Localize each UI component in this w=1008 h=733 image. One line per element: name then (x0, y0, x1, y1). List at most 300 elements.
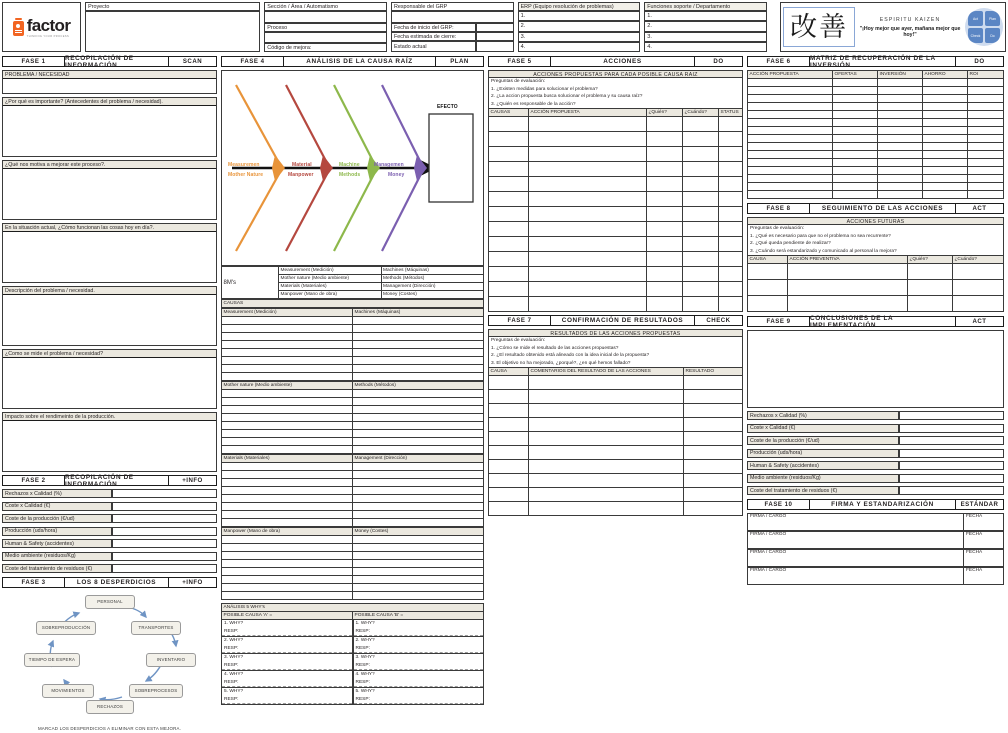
table-row[interactable] (489, 222, 743, 237)
cause-cell-left[interactable] (222, 463, 353, 471)
metric-value-input[interactable] (899, 461, 1004, 470)
table-cell[interactable] (489, 252, 529, 267)
cause-cell-right[interactable] (353, 357, 484, 365)
table-cell[interactable] (529, 446, 684, 460)
table-row[interactable] (222, 576, 484, 584)
table-cell[interactable] (684, 488, 743, 502)
cause-cell-left[interactable] (222, 357, 353, 365)
table-cell[interactable] (719, 267, 743, 282)
cause-cell-right[interactable] (353, 568, 484, 576)
table-cell[interactable] (923, 167, 968, 175)
table-cell[interactable] (683, 162, 719, 177)
cause-cell-left[interactable] (222, 536, 353, 544)
cause-cell-left[interactable] (222, 487, 353, 495)
table-row[interactable] (748, 79, 1004, 87)
fase1-answer-area[interactable] (3, 295, 216, 345)
table-cell[interactable] (719, 252, 743, 267)
table-cell[interactable] (647, 282, 683, 297)
current-state-value[interactable] (476, 41, 514, 52)
cause-cell-right[interactable] (353, 471, 484, 479)
cause-cell-right[interactable] (353, 414, 484, 422)
fase1-answer-area[interactable] (3, 106, 216, 156)
table-cell[interactable] (489, 222, 529, 237)
table-cell[interactable] (684, 390, 743, 404)
why-answer-b[interactable]: RESP: (354, 645, 484, 653)
table-cell[interactable] (684, 502, 743, 516)
cause-cell-right[interactable] (353, 584, 484, 592)
cause-cell-left[interactable] (222, 503, 353, 511)
table-cell[interactable] (683, 177, 719, 192)
table-cell[interactable] (833, 183, 878, 191)
table-cell[interactable] (953, 280, 1004, 296)
table-cell[interactable] (683, 132, 719, 147)
process-value[interactable] (264, 32, 387, 43)
table-cell[interactable] (529, 237, 647, 252)
table-cell[interactable] (953, 296, 1004, 312)
why-cell-b[interactable] (353, 620, 485, 637)
table-row[interactable] (222, 317, 484, 325)
table-cell[interactable] (647, 192, 683, 207)
cause-cell-left[interactable] (222, 568, 353, 576)
why-cell-b[interactable] (353, 688, 485, 705)
table-cell[interactable] (923, 159, 968, 167)
why-answer-a[interactable]: RESP: (222, 645, 352, 653)
cause-cell-right[interactable] (353, 333, 484, 341)
table-cell[interactable] (833, 87, 878, 95)
table-cell[interactable] (647, 177, 683, 192)
table-cell[interactable] (489, 502, 529, 516)
table-row[interactable] (489, 502, 743, 516)
table-row[interactable] (222, 479, 484, 487)
waste-node-transportes[interactable]: TRANSPORTES (131, 621, 181, 635)
table-row[interactable] (748, 111, 1004, 119)
table-cell[interactable] (683, 237, 719, 252)
cause-cell-right[interactable] (353, 511, 484, 519)
metric-value-input[interactable] (112, 514, 217, 523)
cause-cell-right[interactable] (353, 398, 484, 406)
table-cell[interactable] (748, 296, 788, 312)
table-cell[interactable] (684, 474, 743, 488)
cause-cell-left[interactable] (222, 333, 353, 341)
table-cell[interactable] (878, 87, 923, 95)
table-row[interactable] (222, 511, 484, 519)
table-row[interactable] (489, 252, 743, 267)
table-cell[interactable] (683, 267, 719, 282)
signature-row[interactable] (747, 513, 1004, 531)
table-cell[interactable] (788, 280, 908, 296)
cause-cell-left[interactable] (222, 406, 353, 414)
table-row[interactable] (748, 95, 1004, 103)
support-row-3[interactable]: 3. (644, 32, 767, 42)
table-cell[interactable] (878, 135, 923, 143)
table-row[interactable] (748, 159, 1004, 167)
table-cell[interactable] (489, 147, 529, 162)
why-cell-a[interactable] (221, 688, 353, 705)
table-cell[interactable] (489, 404, 529, 418)
table-cell[interactable] (748, 103, 833, 111)
table-cell[interactable] (878, 111, 923, 119)
table-cell[interactable] (748, 111, 833, 119)
table-row[interactable] (222, 398, 484, 406)
table-cell[interactable] (489, 460, 529, 474)
table-cell[interactable] (489, 432, 529, 446)
table-row[interactable] (489, 267, 743, 282)
table-row[interactable] (748, 151, 1004, 159)
signature-row[interactable] (747, 549, 1004, 567)
cause-cell-right[interactable] (353, 495, 484, 503)
table-cell[interactable] (923, 175, 968, 183)
table-cell[interactable] (748, 87, 833, 95)
table-cell[interactable] (719, 147, 743, 162)
table-cell[interactable] (529, 502, 684, 516)
table-cell[interactable] (529, 418, 684, 432)
table-cell[interactable] (684, 460, 743, 474)
table-cell[interactable] (719, 237, 743, 252)
metric-value-input[interactable] (899, 486, 1004, 495)
why-answer-b[interactable]: RESP: (354, 662, 484, 670)
table-cell[interactable] (489, 446, 529, 460)
table-cell[interactable] (833, 159, 878, 167)
table-cell[interactable] (833, 135, 878, 143)
table-cell[interactable] (968, 135, 1004, 143)
table-cell[interactable] (647, 147, 683, 162)
table-row[interactable] (748, 264, 1004, 280)
table-cell[interactable] (748, 183, 833, 191)
table-cell[interactable] (647, 207, 683, 222)
metric-value-input[interactable] (899, 424, 1004, 433)
cause-cell-left[interactable] (222, 414, 353, 422)
cause-cell-left[interactable] (222, 422, 353, 430)
table-cell[interactable] (923, 103, 968, 111)
cause-cell-left[interactable] (222, 373, 353, 381)
table-cell[interactable] (968, 183, 1004, 191)
table-cell[interactable] (529, 390, 684, 404)
metric-value-input[interactable] (112, 564, 217, 573)
table-row[interactable] (222, 584, 484, 592)
table-cell[interactable] (529, 252, 647, 267)
table-row[interactable] (222, 357, 484, 365)
waste-node-movimientos[interactable]: MOVIMIENTOS (42, 684, 94, 698)
table-row[interactable] (222, 430, 484, 438)
table-cell[interactable] (923, 135, 968, 143)
table-cell[interactable] (748, 280, 788, 296)
table-cell[interactable] (833, 167, 878, 175)
table-row[interactable] (748, 127, 1004, 135)
why-cell-b[interactable] (353, 637, 485, 654)
support-row-2[interactable]: 2. (644, 21, 767, 31)
table-cell[interactable] (748, 127, 833, 135)
cause-cell-left[interactable] (222, 560, 353, 568)
table-row[interactable] (489, 390, 743, 404)
cause-cell-right[interactable] (353, 349, 484, 357)
table-row[interactable] (222, 333, 484, 341)
table-cell[interactable] (968, 159, 1004, 167)
table-cell[interactable] (683, 222, 719, 237)
table-cell[interactable] (878, 143, 923, 151)
table-cell[interactable] (968, 167, 1004, 175)
table-cell[interactable] (968, 151, 1004, 159)
project-value[interactable] (85, 11, 260, 52)
cause-cell-right[interactable] (353, 446, 484, 454)
table-cell[interactable] (953, 264, 1004, 280)
table-cell[interactable] (968, 119, 1004, 127)
table-cell[interactable] (908, 296, 953, 312)
table-cell[interactable] (833, 143, 878, 151)
table-cell[interactable] (529, 222, 647, 237)
table-cell[interactable] (683, 117, 719, 132)
table-row[interactable] (489, 488, 743, 502)
table-row[interactable] (489, 192, 743, 207)
table-cell[interactable] (748, 264, 788, 280)
table-cell[interactable] (923, 119, 968, 127)
table-cell[interactable] (489, 282, 529, 297)
table-cell[interactable] (719, 162, 743, 177)
table-cell[interactable] (923, 95, 968, 103)
table-row[interactable] (222, 463, 484, 471)
cause-cell-right[interactable] (353, 519, 484, 527)
table-row[interactable] (489, 132, 743, 147)
table-cell[interactable] (748, 151, 833, 159)
table-cell[interactable] (923, 79, 968, 87)
table-cell[interactable] (923, 127, 968, 135)
cause-cell-right[interactable] (353, 479, 484, 487)
table-row[interactable] (748, 175, 1004, 183)
table-cell[interactable] (748, 175, 833, 183)
table-cell[interactable] (683, 282, 719, 297)
cause-cell-left[interactable] (222, 390, 353, 398)
cause-cell-left[interactable] (222, 341, 353, 349)
table-cell[interactable] (647, 117, 683, 132)
table-cell[interactable] (489, 162, 529, 177)
table-cell[interactable] (748, 143, 833, 151)
why-cell-a[interactable] (221, 620, 353, 637)
table-row[interactable] (222, 438, 484, 446)
table-row[interactable] (489, 404, 743, 418)
table-cell[interactable] (489, 177, 529, 192)
table-row[interactable] (748, 103, 1004, 111)
table-row[interactable] (748, 119, 1004, 127)
table-row[interactable] (489, 297, 743, 312)
cause-cell-left[interactable] (222, 365, 353, 373)
table-cell[interactable] (878, 127, 923, 135)
fase1-answer-area[interactable] (3, 232, 216, 282)
cause-cell-right[interactable] (353, 422, 484, 430)
table-cell[interactable] (788, 264, 908, 280)
table-row[interactable] (748, 167, 1004, 175)
cause-cell-left[interactable] (222, 495, 353, 503)
table-row[interactable] (489, 474, 743, 488)
table-row[interactable] (222, 373, 484, 381)
table-row[interactable] (222, 406, 484, 414)
table-cell[interactable] (923, 151, 968, 159)
table-row[interactable] (222, 341, 484, 349)
table-cell[interactable] (684, 376, 743, 390)
table-cell[interactable] (529, 474, 684, 488)
cause-cell-left[interactable] (222, 317, 353, 325)
support-row-4[interactable]: 4. (644, 42, 767, 52)
table-cell[interactable] (923, 183, 968, 191)
table-cell[interactable] (529, 282, 647, 297)
table-cell[interactable] (878, 167, 923, 175)
table-row[interactable] (222, 365, 484, 373)
waste-node-tiempo-espera[interactable]: TIEMPO DE ESPERA (24, 653, 80, 667)
erp-row-4[interactable]: 4. (518, 42, 641, 52)
table-cell[interactable] (968, 103, 1004, 111)
table-row[interactable] (489, 162, 743, 177)
table-cell[interactable] (908, 264, 953, 280)
table-cell[interactable] (719, 177, 743, 192)
table-cell[interactable] (719, 222, 743, 237)
signature-row[interactable] (747, 531, 1004, 549)
table-row[interactable] (222, 390, 484, 398)
why-answer-a[interactable]: RESP: (222, 696, 352, 704)
table-cell[interactable] (489, 192, 529, 207)
table-cell[interactable] (489, 376, 529, 390)
table-cell[interactable] (878, 175, 923, 183)
table-cell[interactable] (833, 151, 878, 159)
erp-row-1[interactable]: 1. (518, 11, 641, 21)
table-cell[interactable] (833, 191, 878, 199)
cause-cell-right[interactable] (353, 463, 484, 471)
table-row[interactable] (748, 135, 1004, 143)
erp-row-3[interactable]: 3. (518, 32, 641, 42)
table-row[interactable] (222, 414, 484, 422)
table-cell[interactable] (878, 79, 923, 87)
table-cell[interactable] (968, 143, 1004, 151)
table-cell[interactable] (923, 111, 968, 119)
why-cell-b[interactable] (353, 671, 485, 688)
metric-value-input[interactable] (899, 411, 1004, 420)
metric-value-input[interactable] (112, 502, 217, 511)
cause-cell-left[interactable] (222, 592, 353, 600)
table-cell[interactable] (529, 207, 647, 222)
table-cell[interactable] (878, 191, 923, 199)
table-cell[interactable] (748, 191, 833, 199)
table-cell[interactable] (647, 162, 683, 177)
cause-cell-left[interactable] (222, 438, 353, 446)
table-row[interactable] (489, 446, 743, 460)
cause-cell-right[interactable] (353, 430, 484, 438)
table-cell[interactable] (683, 192, 719, 207)
cause-cell-right[interactable] (353, 325, 484, 333)
table-cell[interactable] (878, 159, 923, 167)
metric-value-input[interactable] (899, 474, 1004, 483)
metric-value-input[interactable] (112, 527, 217, 536)
table-cell[interactable] (719, 192, 743, 207)
cause-cell-right[interactable] (353, 373, 484, 381)
fase1-answer-area[interactable] (3, 79, 216, 93)
table-row[interactable] (222, 519, 484, 527)
table-cell[interactable] (529, 147, 647, 162)
responsible-value[interactable] (391, 11, 514, 23)
table-cell[interactable] (968, 191, 1004, 199)
table-cell[interactable] (968, 95, 1004, 103)
table-cell[interactable] (647, 237, 683, 252)
cause-cell-right[interactable] (353, 487, 484, 495)
table-row[interactable] (489, 207, 743, 222)
table-cell[interactable] (878, 103, 923, 111)
table-cell[interactable] (647, 132, 683, 147)
end-date-value[interactable] (476, 32, 514, 41)
waste-node-sobreprocesos[interactable]: SOBREPROCESOS (129, 684, 183, 698)
table-row[interactable] (748, 191, 1004, 199)
cause-cell-left[interactable] (222, 519, 353, 527)
table-cell[interactable] (489, 267, 529, 282)
table-row[interactable] (748, 296, 1004, 312)
table-row[interactable] (222, 495, 484, 503)
fase1-answer-area[interactable] (3, 169, 216, 219)
table-row[interactable] (222, 487, 484, 495)
table-cell[interactable] (923, 87, 968, 95)
table-row[interactable] (489, 237, 743, 252)
cause-cell-left[interactable] (222, 584, 353, 592)
table-cell[interactable] (878, 183, 923, 191)
cause-cell-right[interactable] (353, 560, 484, 568)
why-answer-b[interactable]: RESP: (354, 696, 484, 704)
why-answer-a[interactable]: RESP: (222, 662, 352, 670)
table-cell[interactable] (489, 418, 529, 432)
table-row[interactable] (489, 282, 743, 297)
table-cell[interactable] (748, 79, 833, 87)
cause-cell-right[interactable] (353, 365, 484, 373)
table-cell[interactable] (833, 111, 878, 119)
cause-cell-right[interactable] (353, 438, 484, 446)
table-cell[interactable] (529, 404, 684, 418)
table-row[interactable] (222, 568, 484, 576)
table-row[interactable] (748, 143, 1004, 151)
table-cell[interactable] (489, 297, 529, 312)
table-cell[interactable] (529, 488, 684, 502)
table-cell[interactable] (684, 446, 743, 460)
metric-value-input[interactable] (899, 449, 1004, 458)
cause-cell-right[interactable] (353, 503, 484, 511)
why-cell-b[interactable] (353, 654, 485, 671)
table-cell[interactable] (748, 119, 833, 127)
support-row-1[interactable]: 1. (644, 11, 767, 21)
table-cell[interactable] (908, 280, 953, 296)
table-cell[interactable] (489, 117, 529, 132)
table-cell[interactable] (748, 95, 833, 103)
table-cell[interactable] (683, 297, 719, 312)
table-cell[interactable] (529, 192, 647, 207)
table-cell[interactable] (683, 207, 719, 222)
table-cell[interactable] (529, 162, 647, 177)
table-cell[interactable] (647, 222, 683, 237)
table-cell[interactable] (833, 175, 878, 183)
fase9-conclusions-textarea[interactable] (747, 330, 1004, 408)
cause-cell-left[interactable] (222, 544, 353, 552)
table-row[interactable] (222, 544, 484, 552)
signature-row[interactable] (747, 567, 1004, 585)
why-answer-a[interactable]: RESP: (222, 628, 352, 636)
waste-node-personal[interactable]: PERSONAL (85, 595, 135, 609)
table-cell[interactable] (968, 175, 1004, 183)
cause-cell-left[interactable] (222, 471, 353, 479)
table-cell[interactable] (529, 267, 647, 282)
table-row[interactable] (222, 592, 484, 600)
table-cell[interactable] (968, 79, 1004, 87)
table-row[interactable] (489, 376, 743, 390)
table-cell[interactable] (748, 167, 833, 175)
table-cell[interactable] (684, 418, 743, 432)
table-cell[interactable] (647, 267, 683, 282)
table-cell[interactable] (647, 297, 683, 312)
why-cell-a[interactable] (221, 637, 353, 654)
fase1-answer-area[interactable] (3, 421, 216, 471)
table-row[interactable] (222, 446, 484, 454)
metric-value-input[interactable] (112, 539, 217, 548)
start-date-value[interactable] (476, 23, 514, 32)
